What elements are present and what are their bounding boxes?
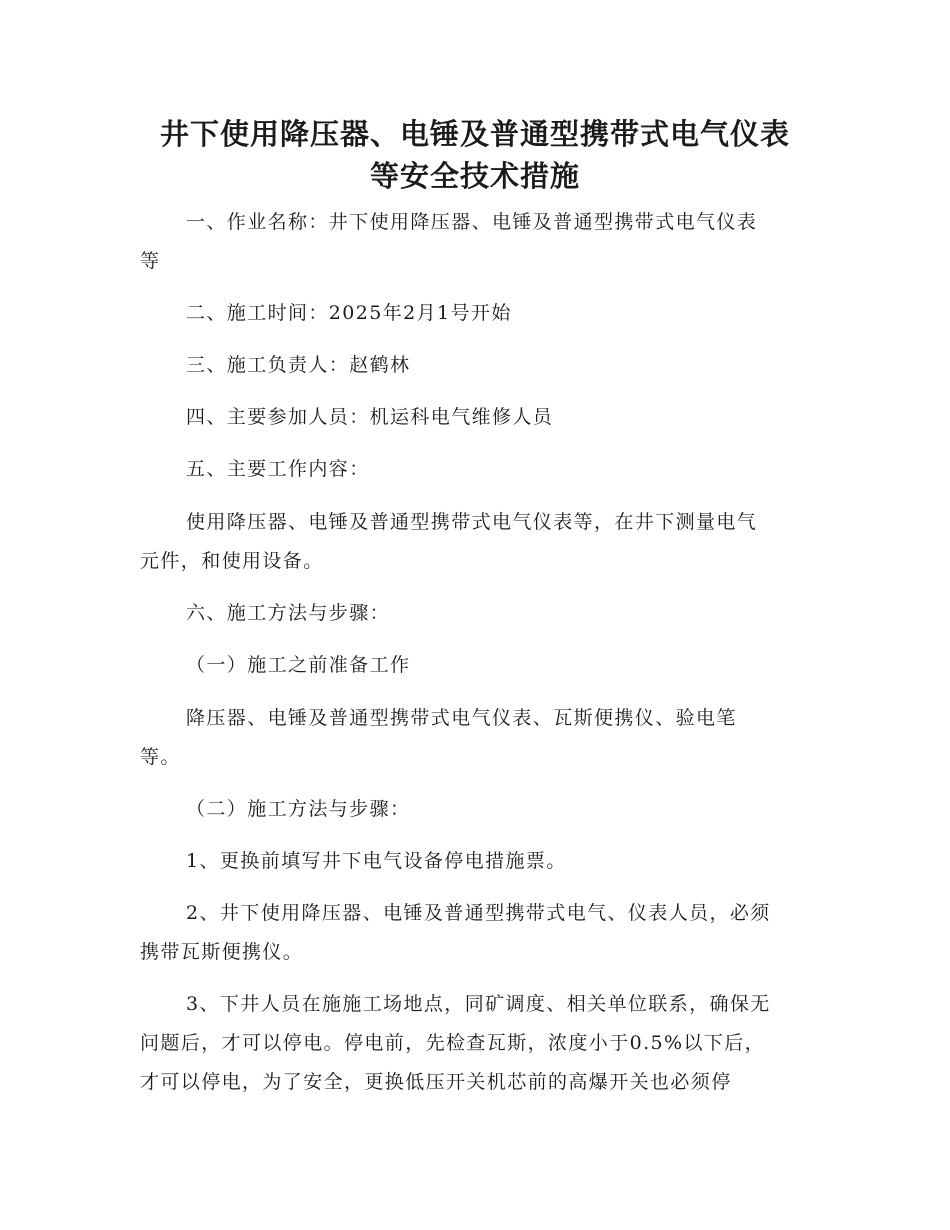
paragraph-preparation-heading: （一）施工之前准备工作 [186, 654, 411, 676]
paragraph-step-3-line-2: 问题后，才可以停电。停电前，先检查瓦斯，浓度小于0.5%以下后， [140, 1032, 766, 1054]
paragraph-step-2-line-2: 携带瓦斯便携仪。 [140, 941, 304, 963]
paragraph-step-3-line-3: 才可以停电，为了安全，更换低压开关机芯前的高爆开关也必须停 [140, 1071, 732, 1093]
paragraph-methods-heading: 六、施工方法与步骤： [186, 602, 391, 624]
paragraph-work-content-line-1: 使用降压器、电锤及普通型携带式电气仪表等，在井下测量电气 [186, 511, 758, 533]
paragraph-job-name-line-1: 一、作业名称：井下使用降压器、电锤及普通型携带式电气仪表 [186, 211, 758, 233]
paragraph-preparation-line-1: 降压器、电锤及普通型携带式电气仪表、瓦斯便携仪、验电笔 [186, 707, 737, 729]
paragraph-work-content-line-2: 元件，和使用设备。 [140, 550, 324, 572]
paragraph-preparation-line-2: 等。 [140, 746, 181, 768]
paragraph-main-work-heading: 五、主要工作内容： [186, 458, 370, 480]
paragraph-step-1: 1、更换前填写井下电气设备停电措施票。 [186, 850, 567, 872]
document-title-line-2: 等安全技术措施 [369, 159, 580, 193]
paragraph-step-3-line-1: 3、下井人员在施施工场地点，同矿调度、相关单位联系，确保无 [186, 993, 771, 1015]
document-title-line-1: 井下使用降压器、电锤及普通型携带式电气仪表 [159, 117, 790, 151]
paragraph-job-name-line-2: 等 [140, 250, 161, 272]
paragraph-construction-time: 二、施工时间：2025年2月1号开始 [186, 302, 512, 324]
paragraph-step-2-line-1: 2、井下使用降压器、电锤及普通型携带式电气、仪表人员，必须 [186, 902, 771, 924]
paragraph-steps-heading: （二）施工方法与步骤： [186, 798, 411, 820]
paragraph-person-in-charge: 三、施工负责人：赵鹤林 [186, 354, 411, 376]
paragraph-participants: 四、主要参加人员：机运科电气维修人员 [186, 406, 554, 428]
